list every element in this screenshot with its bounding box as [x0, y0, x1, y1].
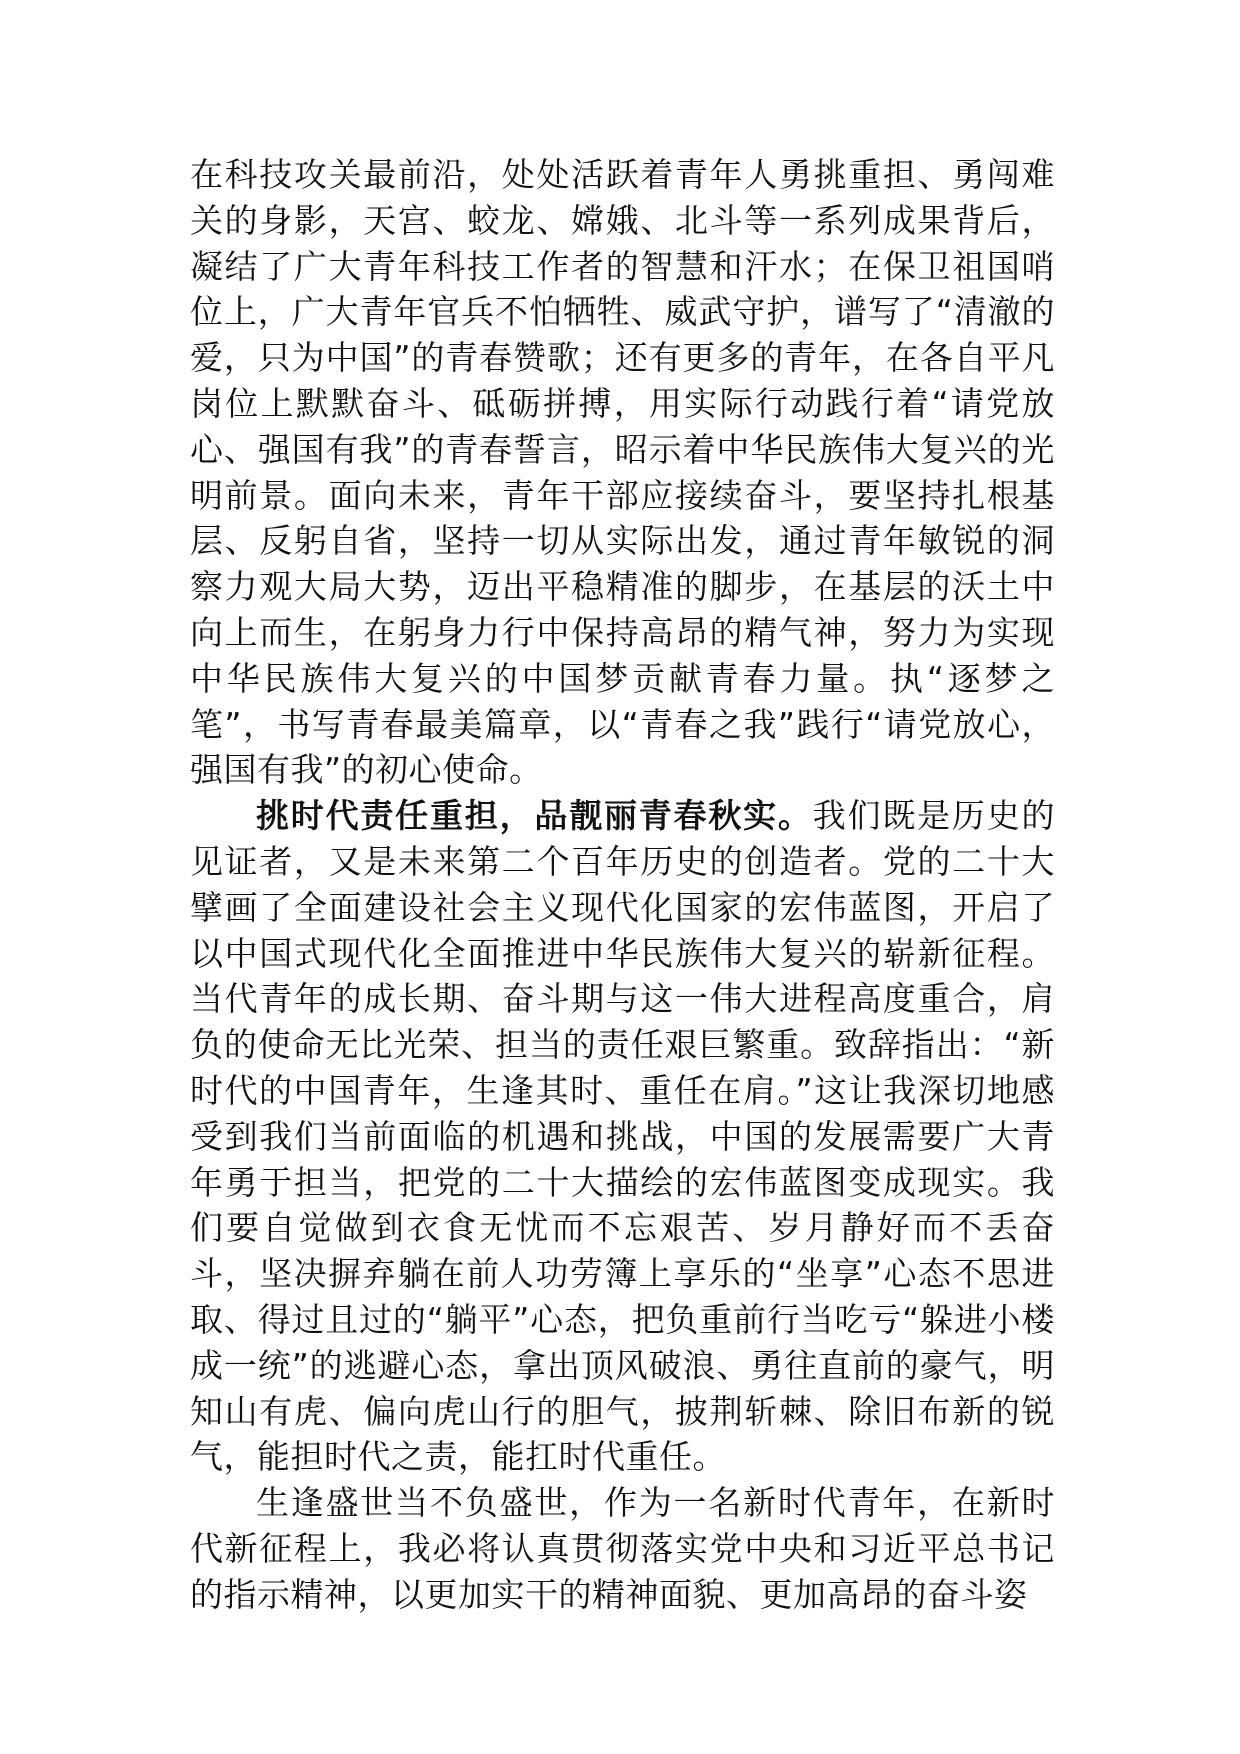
paragraph-1 [190, 152, 1055, 793]
paragraph-2-lead: 挑时代责任重担，品靓丽青春秋实。 [256, 796, 813, 836]
document-page [190, 152, 1055, 1618]
paragraph-1-text: 在科技攻关最前沿，处处活跃着青年人勇挑重担、勇闯难关的身影，天宫、蛟龙、嫦娥、北斗等一系列成果背后，凝结了广大青年科技工作者的智慧和汗水；在保卫祖国哨位上，广大青年官兵不怕牺牲、威武守护，谱写了“清澈的爱，只为中国”的青春赞歌；还有更多的青年，在各自平凡岗位上默默奋斗、砥砺拼搏，用实际行动践行着“请党放心、强国有我”的青春誓言，昭示着中华民族伟大复兴的光明前景。面向未来，青年干部应接续奋斗，要坚持扎根基层、反躬自省，坚持一切从实际出发，通过青年敏锐的洞察力观大局大势，迈出平稳精准的脚步，在基层的沃土中向上而生，在躬身力行中保持高昂的精气神，努力为实现中华民族伟大复兴的中国梦贡献青春力量。执“逐梦之笔”，书写青春最美篇章，以“青春之我”践行“请党放心，强国有我”的初心使命。 [190, 155, 1055, 790]
paragraph-2 [190, 793, 1055, 1480]
paragraph-3-text: 生逢盛世当不负盛世，作为一名新时代青年，在新时代新征程上，我必将认真贯彻落实党中央和习近平总书记的指示精神，以更加实干的精神面貌、更加高昂的奋斗姿 [190, 1483, 1055, 1614]
paragraph-2-text: 我们既是历史的见证者，又是未来第二个百年历史的创造者。党的二十大擘画了全面建设社会主义现代化国家的宏伟蓝图，开启了以中国式现代化全面推进中华民族伟大复兴的崭新征程。当代青年的成长期、奋斗期与这一伟大进程高度重合，肩负的使命无比光荣、担当的责任艰巨繁重。致辞指出：“新时代的中国青年，生逢其时、重任在肩。”这让我深切地感受到我们当前面临的机遇和挑战，中国的发展需要广大青年勇于担当，把党的二十大描绘的宏伟蓝图变成现实。我们要自觉做到衣食无忧而不忘艰苦、岁月静好而不丢奋斗，坚决摒弃躺在前人功劳簿上享乐的“坐享”心态不思进取、得过且过的“躺平”心态，把负重前行当吃亏“躲进小楼成一统”的逃避心态，拿出顶风破浪、勇往直前的豪气，明知山有虎、偏向虎山行的胆气，披荆斩棘、除旧布新的锐气，能担时代之责，能扛时代重任。 [190, 796, 1056, 1477]
paragraph-3 [190, 1480, 1055, 1617]
